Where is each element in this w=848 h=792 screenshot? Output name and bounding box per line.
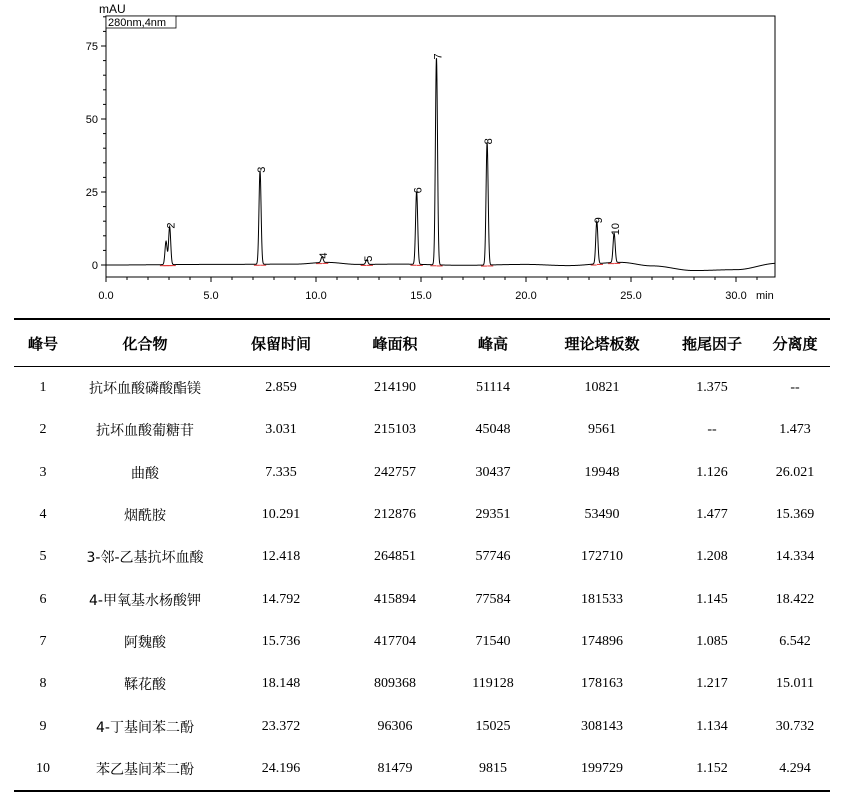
cell-compound: 抗坏血酸磷酸酯镁 — [89, 381, 201, 398]
cell-peak-no: 7 — [39, 633, 47, 649]
cell-compound: 曲酸 — [131, 465, 159, 482]
cell-peak-area: 96306 — [377, 718, 413, 734]
cell-peak-no: 4 — [39, 507, 47, 523]
cell-resolution: 1.473 — [779, 422, 811, 438]
cell-peak-no: 3 — [39, 464, 47, 480]
cell-peak-no: 5 — [39, 549, 47, 565]
peak-labels — [166, 53, 622, 261]
x-axis-unit: min — [756, 290, 774, 302]
cell-peak-height: 71540 — [475, 633, 511, 649]
results-table — [14, 318, 830, 792]
cell-compound: 阿魏酸 — [124, 634, 166, 651]
cell-theoretical-plates: 53490 — [584, 507, 620, 523]
cell-retention-time: 2.859 — [265, 380, 297, 396]
cell-theoretical-plates: 181533 — [581, 591, 623, 607]
peak-label: 3 — [256, 166, 269, 173]
cell-tailing-factor: 1.085 — [696, 633, 728, 649]
chromatogram — [0, 0, 848, 310]
table-row — [14, 578, 830, 620]
peak-label: 6 — [412, 187, 425, 194]
cell-peak-area: 214190 — [374, 380, 416, 396]
cell-compound: 3-邻-乙基抗坏血酸 — [86, 550, 204, 567]
header-tailing-factor: 拖尾因子 — [664, 319, 760, 367]
cell-resolution: 18.422 — [775, 591, 815, 607]
cell-compound: 抗坏血酸葡糖苷 — [96, 423, 194, 440]
cell-theoretical-plates: 9561 — [588, 422, 616, 438]
peak-label: 5 — [362, 255, 375, 262]
cell-peak-area: 242757 — [374, 464, 416, 480]
legend-label: 280nm,4nm — [108, 17, 167, 29]
table-row — [14, 536, 830, 578]
cell-peak-no: 1 — [39, 380, 47, 396]
cell-peak-no: 9 — [39, 718, 47, 734]
cell-peak-height: 30437 — [475, 464, 511, 480]
cell-tailing-factor: -- — [707, 422, 717, 438]
cell-retention-time: 23.372 — [261, 718, 301, 734]
peak-label: 8 — [483, 138, 496, 145]
cell-theoretical-plates: 19948 — [584, 464, 620, 480]
cell-retention-time: 14.792 — [261, 591, 301, 607]
table-row — [14, 494, 830, 536]
cell-resolution: 30.732 — [775, 718, 815, 734]
cell-tailing-factor: 1.217 — [696, 676, 728, 692]
cell-compound: 4-丁基间苯二酚 — [96, 719, 194, 736]
chromatogram-trace — [106, 58, 775, 270]
x-tick-label: 20.0 — [515, 290, 537, 302]
cell-theoretical-plates: 199729 — [540, 748, 664, 791]
cell-peak-area: 809368 — [374, 676, 416, 692]
header-peak-area: 峰面积 — [344, 319, 446, 367]
cell-compound: 烟酰胺 — [124, 508, 166, 525]
cell-peak-no: 6 — [39, 591, 47, 607]
table-header-row — [14, 319, 830, 367]
cell-theoretical-plates: 172710 — [581, 549, 623, 565]
cell-peak-area: 417704 — [374, 633, 416, 649]
cell-peak-no: 10 — [14, 748, 72, 791]
cell-peak-no: 8 — [39, 676, 47, 692]
cell-resolution: -- — [790, 380, 800, 396]
table-row — [14, 705, 830, 747]
cell-retention-time: 12.418 — [261, 549, 301, 565]
cell-resolution: 26.021 — [775, 464, 815, 480]
cell-retention-time: 10.291 — [261, 507, 301, 523]
cell-peak-height: 45048 — [475, 422, 511, 438]
cell-tailing-factor: 1.208 — [696, 549, 728, 565]
peak-label: 2 — [165, 222, 178, 229]
y-axis-unit: mAU — [99, 2, 126, 16]
cell-tailing-factor: 1.152 — [664, 748, 760, 791]
table-row — [14, 452, 830, 494]
cell-peak-height: 29351 — [475, 507, 511, 523]
header-peak-height: 峰高 — [446, 319, 540, 367]
y-tick-label: 0 — [91, 260, 98, 272]
cell-peak-area: 264851 — [374, 549, 416, 565]
peak-label: 10 — [610, 223, 623, 236]
cell-tailing-factor: 1.134 — [696, 718, 728, 734]
cell-theoretical-plates: 308143 — [581, 718, 623, 734]
x-tick-label: 15.0 — [410, 290, 432, 302]
cell-compound: 鞣花酸 — [124, 677, 166, 694]
cell-resolution: 4.294 — [760, 748, 830, 791]
cell-peak-area: 415894 — [374, 591, 416, 607]
cell-tailing-factor: 1.126 — [696, 464, 728, 480]
cell-theoretical-plates: 174896 — [581, 633, 623, 649]
x-tick-label: 5.0 — [203, 290, 219, 302]
x-tick-label: 10.0 — [305, 290, 327, 302]
y-tick-label: 50 — [85, 114, 98, 126]
cell-retention-time: 3.031 — [265, 422, 297, 438]
header-theoretical-plates: 理论塔板数 — [540, 319, 664, 367]
cell-peak-no: 2 — [39, 422, 47, 438]
cell-peak-height: 51114 — [476, 380, 510, 396]
cell-resolution: 14.334 — [775, 549, 815, 565]
cell-retention-time: 24.196 — [218, 748, 344, 791]
cell-theoretical-plates: 178163 — [581, 676, 623, 692]
x-axis-ticks — [98, 277, 757, 302]
cell-theoretical-plates: 10821 — [584, 380, 620, 396]
table-row — [14, 748, 830, 791]
table-row — [14, 409, 830, 451]
x-tick-label: 0.0 — [98, 290, 114, 302]
table-row — [14, 367, 830, 410]
header-compound: 化合物 — [72, 319, 218, 367]
x-tick-label: 30.0 — [725, 290, 747, 302]
y-tick-label: 25 — [85, 187, 98, 199]
header-peak-no: 峰号 — [14, 319, 72, 367]
cell-retention-time: 15.736 — [261, 633, 301, 649]
header-retention-time: 保留时间 — [218, 319, 344, 367]
peak-label: 4 — [318, 252, 331, 259]
peak-label: 9 — [592, 217, 605, 224]
cell-peak-height: 9815 — [446, 748, 540, 791]
cell-peak-area: 215103 — [374, 422, 416, 438]
y-axis-ticks — [86, 17, 106, 272]
y-tick-label: 75 — [85, 41, 98, 53]
cell-retention-time: 7.335 — [265, 464, 297, 480]
cell-peak-height: 77584 — [475, 591, 511, 607]
cell-resolution: 6.542 — [779, 633, 811, 649]
cell-peak-area: 212876 — [374, 507, 416, 523]
x-tick-label: 25.0 — [620, 290, 642, 302]
cell-compound: 苯乙基间苯二酚 — [72, 748, 218, 791]
cell-peak-height: 15025 — [475, 718, 511, 734]
cell-peak-height: 119128 — [472, 676, 514, 692]
cell-peak-height: 57746 — [475, 549, 511, 565]
table-row — [14, 663, 830, 705]
cell-tailing-factor: 1.375 — [696, 380, 728, 396]
cell-retention-time: 18.148 — [261, 676, 301, 692]
table-row — [14, 621, 830, 663]
header-resolution: 分离度 — [760, 319, 830, 367]
cell-peak-area: 81479 — [344, 748, 446, 791]
cell-tailing-factor: 1.477 — [696, 507, 728, 523]
cell-compound: 4-甲氧基水杨酸钾 — [89, 592, 201, 609]
cell-resolution: 15.369 — [775, 507, 815, 523]
peak-label: 7 — [432, 53, 445, 60]
cell-tailing-factor: 1.145 — [696, 591, 728, 607]
cell-resolution: 15.011 — [776, 676, 814, 692]
